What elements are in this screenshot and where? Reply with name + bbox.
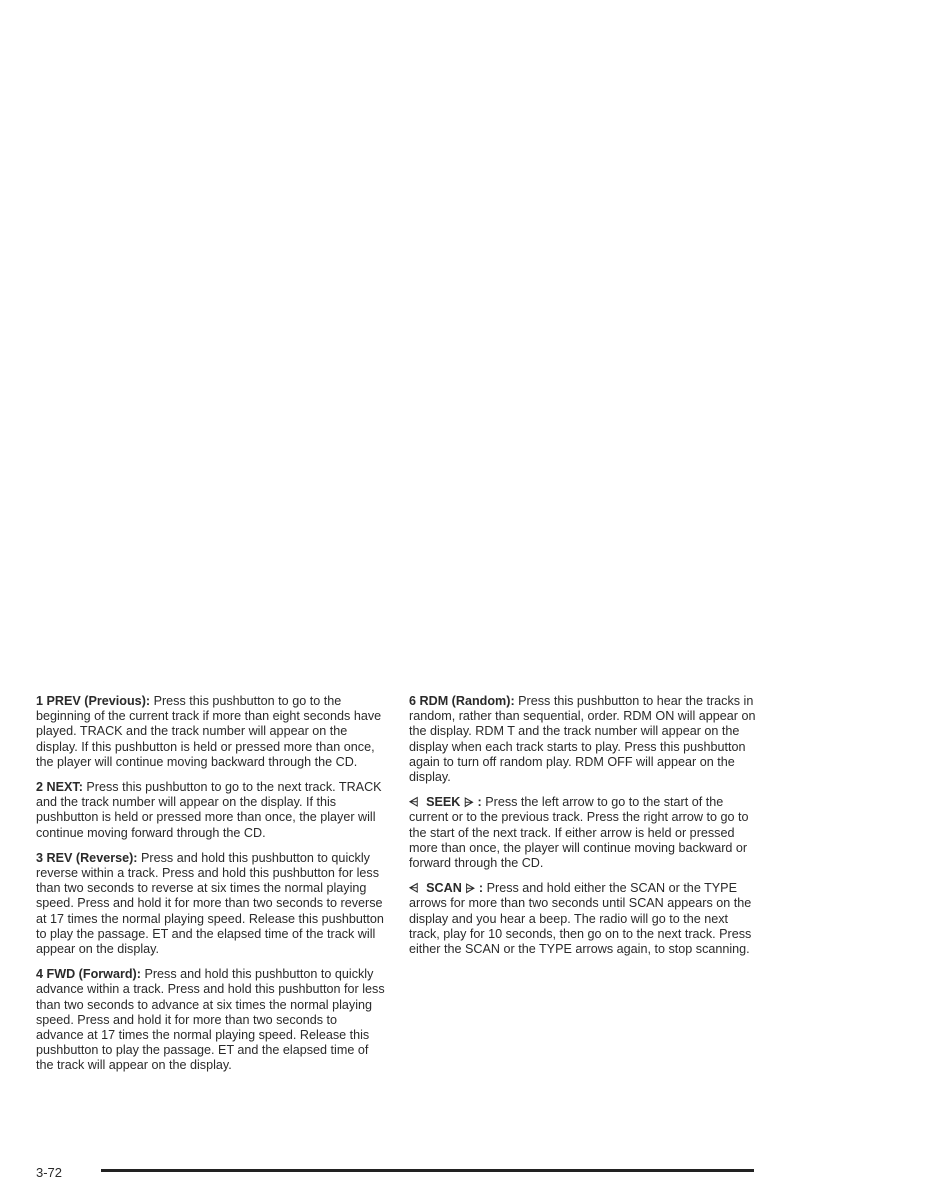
seek-left-arrow-icon: ⩤ bbox=[409, 795, 419, 810]
right-column bbox=[409, 694, 761, 967]
rdm-text: Press this pushbutton to hear the tracks in random, rather than sequential, order. RDM ON will appear on the display. RDM T and the track number will appear on the display when each track starts to play. Press this pushbutton again to turn off random play. RDM OFF will appear on the display. bbox=[409, 694, 756, 785]
fwd-text: Press and hold this pushbutton to quickly advance within a track. Press and hold this pushbutton for less than two seconds to advance at six times the normal playing speed. Press and hold it for more than two seconds to advance at 17 times the normal playing speed. Release this pushbutton to play the passage. ET and the elapsed time of the track will appear on the display. bbox=[36, 967, 385, 1073]
scan-colon: : bbox=[478, 881, 484, 896]
page-number: 3-72 bbox=[36, 1165, 63, 1180]
prev-heading: 1 PREV (Previous): bbox=[36, 694, 151, 708]
scan-text: Press and hold either the SCAN or the TYPE arrows for more than two seconds until SCAN appears on the display and you hear a beep. The radio will go to the next track, play for 10 seconds, then go on to the next track. Press either the SCAN or the TYPE arrows again, to stop scanning. bbox=[409, 881, 752, 957]
scan-paragraph bbox=[409, 881, 761, 957]
next-paragraph bbox=[36, 780, 388, 841]
fwd-paragraph bbox=[36, 967, 388, 1073]
seek-right-arrow-icon: ⩥ bbox=[463, 795, 474, 810]
prev-text: Press this pushbutton to go to the beginning of the current track if more than eight seconds have played. TRACK and the track number will appear on the display. If this pushbutton is held or pressed more than once, the player will continue moving backward through the CD. bbox=[36, 694, 382, 769]
footer-rule bbox=[101, 1169, 754, 1172]
fwd-heading: 4 FWD (Forward): bbox=[36, 967, 141, 982]
rev-text: Press and hold this pushbutton to quickly reverse within a track. Press and hold this pushbutton for less than two seconds to reverse at six times the normal playing speed. Press and hold it for more than two seconds to reverse at 17 times the normal playing speed. Release this pushbutton to play the passage. ET and the elapsed time of the track will appear on the display. bbox=[36, 850, 384, 957]
seek-heading: SEEK bbox=[426, 795, 461, 810]
rev-heading: 3 REV (Reverse): bbox=[36, 850, 138, 865]
rdm-paragraph bbox=[409, 694, 761, 785]
seek-colon: : bbox=[477, 795, 482, 810]
seek-text: Press the left arrow to go to the start of the current or to the previous track. Press the right arrow to go to the start of the next track. If either arrow is held or pressed more than once, the player will continue moving backward or forward through the CD. bbox=[409, 795, 749, 871]
rev-paragraph bbox=[36, 851, 388, 957]
seek-paragraph bbox=[409, 795, 761, 871]
scan-right-arrow-icon: ⩥ bbox=[465, 881, 475, 896]
next-heading: 2 NEXT: bbox=[36, 780, 83, 795]
scan-left-arrow-icon: ⩤ bbox=[409, 881, 419, 896]
left-column bbox=[36, 694, 388, 1084]
scan-heading: SCAN bbox=[426, 881, 462, 896]
prev-paragraph bbox=[36, 694, 388, 770]
rdm-heading: 6 RDM (Random): bbox=[409, 694, 515, 708]
next-text: Press this pushbutton to go to the next track. TRACK and the track number will appear on the display. If this pushbutton is held or pressed more than once, the player will continue moving forward through the CD. bbox=[36, 780, 382, 840]
